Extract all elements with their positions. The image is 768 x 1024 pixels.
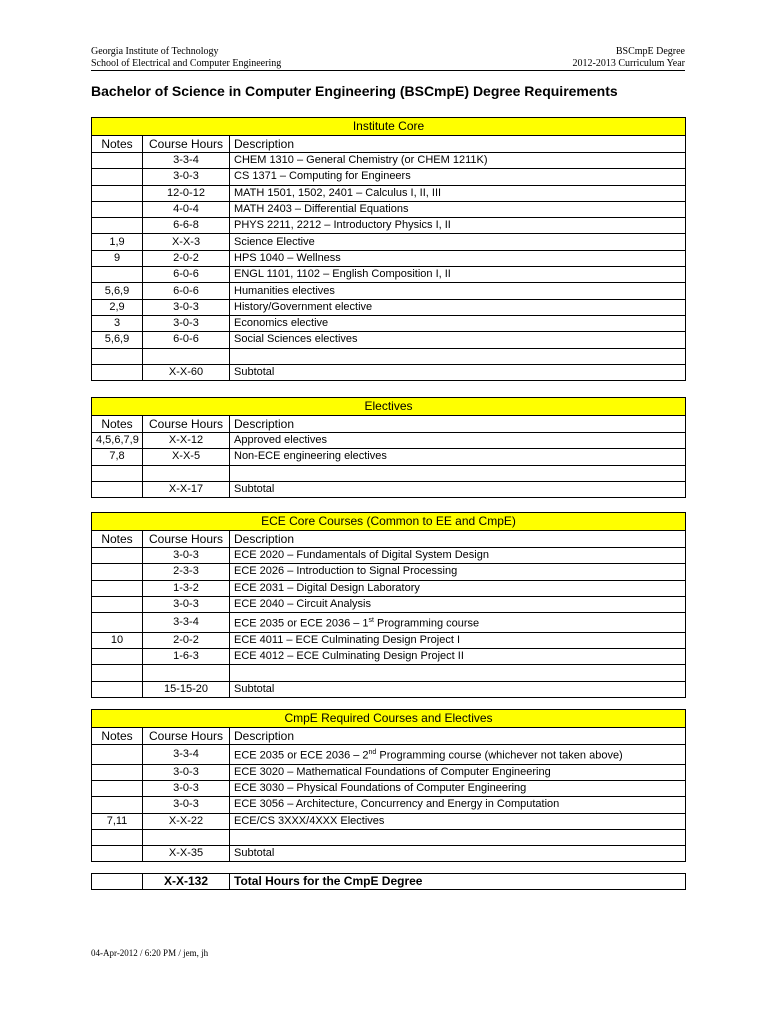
notes-cell — [92, 481, 143, 497]
section-heading: Electives — [92, 398, 686, 416]
notes-cell — [92, 201, 143, 217]
description-cell: Subtotal — [230, 481, 686, 497]
hours-cell: 3-0-3 — [143, 780, 230, 796]
page-title: Bachelor of Science in Computer Engineering (BSCmpE) Degree Requirements — [91, 83, 618, 99]
table-row — [92, 745, 686, 765]
description-cell: ECE 3056 – Architecture, Concurrency and Energy in Computation — [230, 797, 686, 813]
hours-cell: 3-3-4 — [143, 153, 230, 169]
description-cell: Science Elective — [230, 234, 686, 250]
description-cell: MATH 2403 – Differential Equations — [230, 201, 686, 217]
notes-cell — [92, 780, 143, 796]
table-row — [92, 153, 686, 169]
hours-cell: X-X-3 — [143, 234, 230, 250]
hours-cell: X-X-60 — [143, 364, 230, 380]
total-description-cell: Total Hours for the CmpE Degree — [230, 874, 686, 890]
hours-cell: X-X-17 — [143, 481, 230, 497]
table-row — [92, 348, 686, 364]
description-cell: ECE 2040 – Circuit Analysis — [230, 596, 686, 612]
notes-cell — [92, 764, 143, 780]
notes-cell — [92, 185, 143, 201]
description-cell: ECE 2026 – Introduction to Signal Processing — [230, 564, 686, 580]
header-divider — [91, 70, 685, 71]
notes-cell — [92, 613, 143, 633]
notes-cell — [92, 829, 143, 845]
table-row — [92, 596, 686, 612]
curriculum-year: 2012-2013 Curriculum Year — [572, 58, 685, 69]
notes-cell — [92, 348, 143, 364]
notes-column-header: Notes — [92, 136, 143, 153]
description-cell: Subtotal — [230, 846, 686, 862]
hours-cell: 6-0-6 — [143, 283, 230, 299]
table-row — [92, 201, 686, 217]
table-row — [92, 299, 686, 315]
table-row — [92, 564, 686, 580]
section-table — [91, 709, 686, 862]
description-cell: MATH 1501, 1502, 2401 – Calculus I, II, III — [230, 185, 686, 201]
hours-cell: X-X-12 — [143, 433, 230, 449]
description-cell — [230, 348, 686, 364]
table-row — [92, 580, 686, 596]
column-header-row — [92, 416, 686, 433]
notes-cell — [92, 548, 143, 564]
total-notes-cell — [92, 874, 143, 890]
table-row — [92, 548, 686, 564]
section-heading: CmpE Required Courses and Electives — [92, 710, 686, 728]
description-cell — [230, 745, 686, 765]
hours-cell: X-X-22 — [143, 813, 230, 829]
hours-column-header: Course Hours — [143, 531, 230, 548]
section-heading: ECE Core Courses (Common to EE and CmpE) — [92, 513, 686, 531]
column-header-row — [92, 728, 686, 745]
notes-cell — [92, 665, 143, 681]
notes-cell — [92, 580, 143, 596]
ordinal-suffix: st — [368, 617, 374, 625]
description-text: ECE 2035 or ECE 2036 – 2 — [234, 749, 369, 762]
description-cell: History/Government elective — [230, 299, 686, 315]
table-row — [92, 364, 686, 380]
hours-cell: 3-0-3 — [143, 548, 230, 564]
table-row — [92, 481, 686, 497]
description-cell: Approved electives — [230, 433, 686, 449]
description-cell: ENGL 1101, 1102 – English Composition I, II — [230, 267, 686, 283]
notes-cell — [92, 465, 143, 481]
hours-cell: 1-6-3 — [143, 649, 230, 665]
description-cell: PHYS 2211, 2212 – Introductory Physics I, II — [230, 218, 686, 234]
description-column-header: Description — [230, 136, 686, 153]
table-row — [92, 169, 686, 185]
table-row — [92, 465, 686, 481]
document-header-right — [573, 46, 686, 70]
hours-cell: 3-0-3 — [143, 315, 230, 331]
hours-cell: 6-6-8 — [143, 218, 230, 234]
description-cell: CS 1371 – Computing for Engineers — [230, 169, 686, 185]
table-row — [92, 780, 686, 796]
hours-cell: 3-0-3 — [143, 169, 230, 185]
description-cell — [230, 829, 686, 845]
hours-column-header: Course Hours — [143, 728, 230, 745]
table-row — [92, 846, 686, 862]
notes-column-header: Notes — [92, 728, 143, 745]
notes-cell — [92, 745, 143, 765]
description-cell: Subtotal — [230, 364, 686, 380]
column-header-row — [92, 531, 686, 548]
description-text-continued: Programming course — [373, 617, 480, 630]
table-row — [92, 681, 686, 697]
description-cell: Humanities electives — [230, 283, 686, 299]
hours-cell: 6-0-6 — [143, 332, 230, 348]
hours-cell: 3-0-3 — [143, 764, 230, 780]
notes-cell — [92, 797, 143, 813]
notes-cell — [92, 846, 143, 862]
notes-cell — [92, 364, 143, 380]
table-row — [92, 797, 686, 813]
column-header-row — [92, 136, 686, 153]
section-table — [91, 117, 686, 381]
table-row — [92, 185, 686, 201]
school-name: School of Electrical and Computer Engineering — [91, 58, 282, 69]
description-cell: ECE 2020 – Fundamentals of Digital System Design — [230, 548, 686, 564]
hours-cell — [143, 465, 230, 481]
description-text: ECE 2035 or ECE 2036 – 1 — [234, 617, 369, 630]
table-row — [92, 250, 686, 266]
description-cell: ECE 3020 – Mathematical Foundations of Computer Engineering — [230, 764, 686, 780]
description-cell: ECE 3030 – Physical Foundations of Computer Engineering — [230, 780, 686, 796]
table-row — [92, 764, 686, 780]
description-cell: CHEM 1310 – General Chemistry (or CHEM 1211K) — [230, 153, 686, 169]
notes-cell — [92, 596, 143, 612]
hours-cell: 3-0-3 — [143, 299, 230, 315]
hours-cell: 3-0-3 — [143, 596, 230, 612]
notes-cell: 10 — [92, 632, 143, 648]
hours-cell — [143, 829, 230, 845]
section-table — [91, 397, 686, 498]
description-text-continued: Programming course (whichever not taken above) — [376, 749, 623, 762]
notes-cell: 5,6,9 — [92, 332, 143, 348]
total-hours-table — [91, 873, 686, 890]
description-cell: ECE 4011 – ECE Culminating Design Project I — [230, 632, 686, 648]
description-cell: HPS 1040 – Wellness — [230, 250, 686, 266]
table-row — [92, 433, 686, 449]
table-row — [92, 234, 686, 250]
table-row — [92, 665, 686, 681]
document-footer: 04-Apr-2012 / 6:20 PM / jem, jh — [91, 948, 209, 958]
notes-cell — [92, 649, 143, 665]
table-row — [92, 632, 686, 648]
hours-cell: 3-0-3 — [143, 797, 230, 813]
description-cell — [230, 613, 686, 633]
hours-column-header: Course Hours — [143, 136, 230, 153]
description-column-header: Description — [230, 531, 686, 548]
notes-cell: 3 — [92, 315, 143, 331]
table-row — [92, 267, 686, 283]
notes-cell: 1,9 — [92, 234, 143, 250]
hours-cell: 2-0-2 — [143, 250, 230, 266]
document-header-left — [91, 46, 281, 70]
table-row — [92, 613, 686, 633]
notes-cell: 7,11 — [92, 813, 143, 829]
notes-cell — [92, 267, 143, 283]
hours-cell: 6-0-6 — [143, 267, 230, 283]
notes-cell: 7,8 — [92, 449, 143, 465]
description-cell: ECE 2031 – Digital Design Laboratory — [230, 580, 686, 596]
hours-cell: 3-3-4 — [143, 745, 230, 765]
hours-cell: 15-15-20 — [143, 681, 230, 697]
hours-column-header: Course Hours — [143, 416, 230, 433]
description-cell: ECE/CS 3XXX/4XXX Electives — [230, 813, 686, 829]
description-cell — [230, 665, 686, 681]
description-cell — [230, 465, 686, 481]
description-cell: Social Sciences electives — [230, 332, 686, 348]
table-row — [92, 315, 686, 331]
hours-cell: X-X-5 — [143, 449, 230, 465]
table-row — [92, 449, 686, 465]
institution-name: Georgia Institute of Technology — [91, 46, 219, 57]
section-table — [91, 512, 686, 698]
table-row — [92, 332, 686, 348]
ordinal-suffix: nd — [368, 749, 377, 756]
section-heading: Institute Core — [92, 118, 686, 136]
table-row — [92, 649, 686, 665]
hours-cell: 2-3-3 — [143, 564, 230, 580]
hours-cell: 3-3-4 — [143, 613, 230, 633]
notes-cell — [92, 153, 143, 169]
description-column-header: Description — [230, 728, 686, 745]
table-row — [92, 813, 686, 829]
notes-column-header: Notes — [92, 416, 143, 433]
total-row — [92, 874, 686, 890]
notes-cell: 4,5,6,7,9 — [92, 433, 143, 449]
notes-cell: 2,9 — [92, 299, 143, 315]
notes-cell — [92, 169, 143, 185]
hours-cell: 2-0-2 — [143, 632, 230, 648]
notes-cell — [92, 218, 143, 234]
table-row — [92, 829, 686, 845]
table-row — [92, 283, 686, 299]
hours-cell: X-X-35 — [143, 846, 230, 862]
degree-name: BSCmpE Degree — [615, 46, 685, 57]
hours-cell — [143, 348, 230, 364]
description-cell: Non-ECE engineering electives — [230, 449, 686, 465]
hours-cell — [143, 665, 230, 681]
notes-column-header: Notes — [92, 531, 143, 548]
notes-cell — [92, 564, 143, 580]
table-row — [92, 218, 686, 234]
description-cell: Subtotal — [230, 681, 686, 697]
description-cell: Economics elective — [230, 315, 686, 331]
hours-cell: 1-3-2 — [143, 580, 230, 596]
notes-cell — [92, 681, 143, 697]
description-column-header: Description — [230, 416, 686, 433]
total-hours-cell: X-X-132 — [143, 874, 230, 890]
notes-cell: 9 — [92, 250, 143, 266]
notes-cell: 5,6,9 — [92, 283, 143, 299]
hours-cell: 12-0-12 — [143, 185, 230, 201]
hours-cell: 4-0-4 — [143, 201, 230, 217]
description-cell: ECE 4012 – ECE Culminating Design Project II — [230, 649, 686, 665]
